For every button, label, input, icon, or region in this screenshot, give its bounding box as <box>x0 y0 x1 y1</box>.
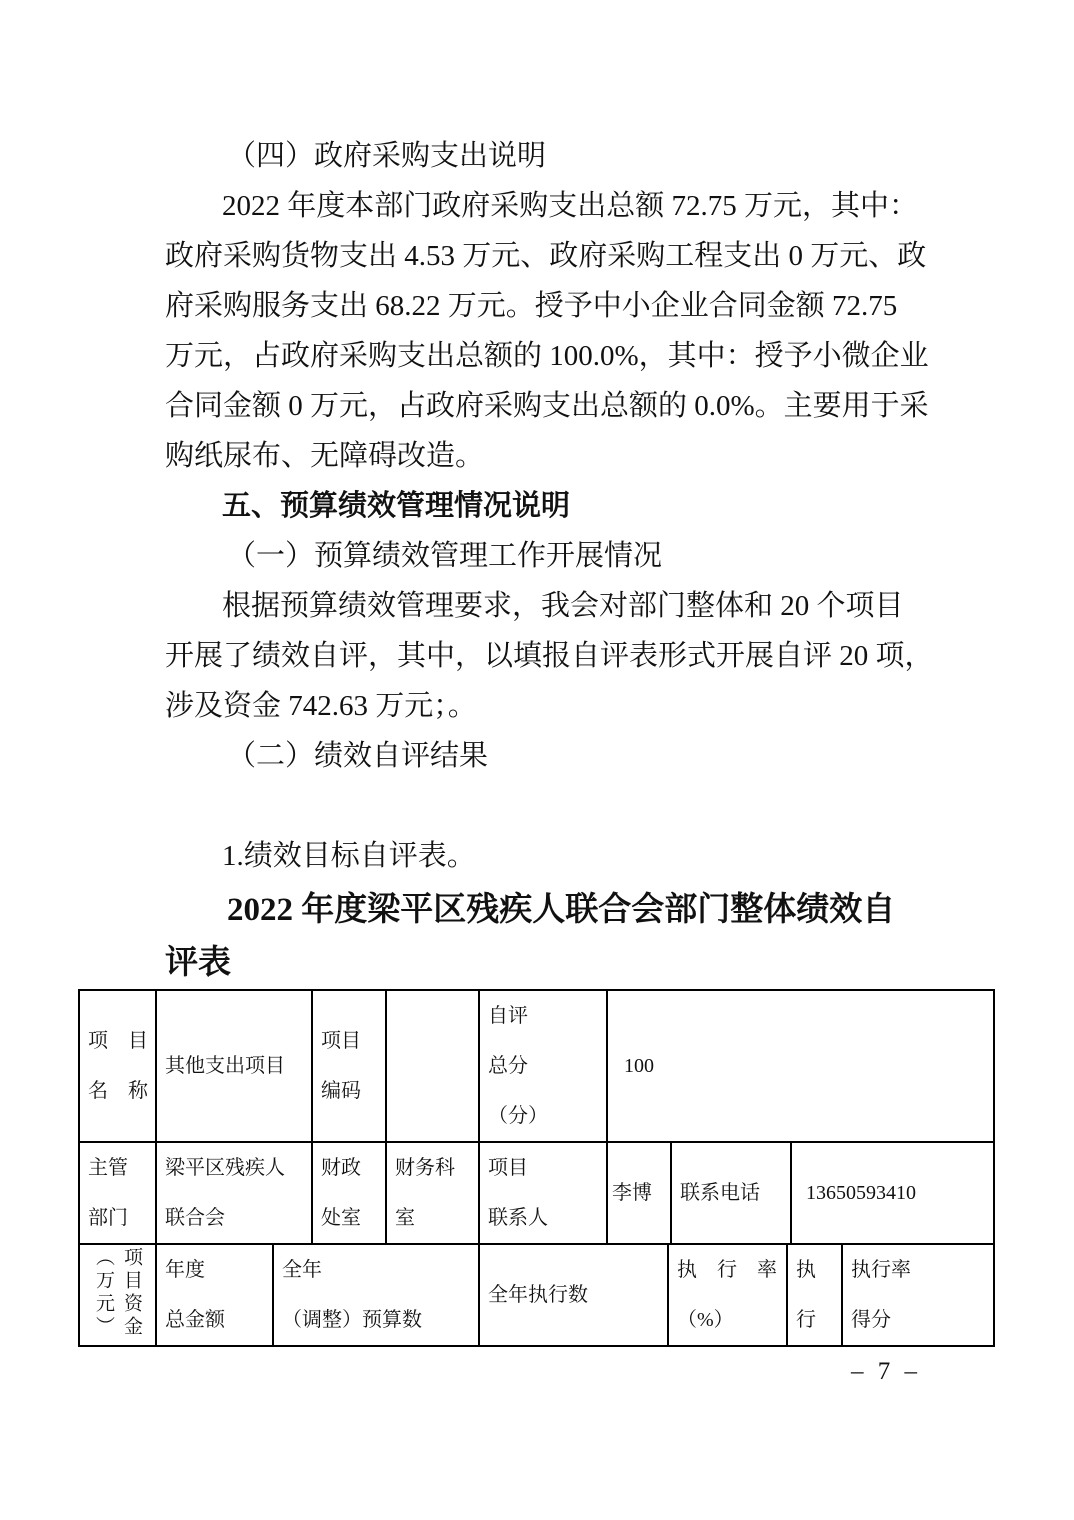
cell-annual-total-label <box>157 1245 274 1345</box>
cell-line: 联系电话 <box>680 1182 760 1204</box>
cell-line: 总金额 <box>165 1309 225 1331</box>
cell-line: 项目 <box>488 1157 528 1179</box>
cell-line: 主管 <box>88 1157 128 1179</box>
cell-line: 100 <box>624 1055 654 1077</box>
para-procurement-line-4: 万元，占政府采购支出总额的 100.0%，其中：授予小微企业 <box>165 340 929 372</box>
cell-finance-office <box>313 1143 387 1243</box>
cell-line: 项 目 <box>88 1030 148 1052</box>
cell-finance-section <box>387 1143 480 1243</box>
cell-line: 梁平区残疾人 <box>165 1157 285 1179</box>
list-item-self-eval-table: 1.绩效目标自评表。 <box>222 840 476 872</box>
cell-phone-value <box>792 1143 993 1243</box>
heading-section-5: 五、预算绩效管理情况说明 <box>222 490 571 522</box>
cell-line: （分） <box>488 1105 548 1127</box>
table-title <box>165 884 925 990</box>
cell-line: 部门 <box>88 1207 128 1229</box>
blank-line <box>165 781 915 831</box>
cell-annual-execution-label <box>480 1245 669 1345</box>
cell-execution-rate-label <box>669 1245 788 1345</box>
cell-line: （%） <box>677 1309 734 1331</box>
cell-self-score-value <box>608 991 993 1141</box>
cell-self-score-label <box>480 991 608 1141</box>
cell-line: 李博 <box>612 1182 652 1204</box>
cell-line: 其他支出项目 <box>165 1055 285 1077</box>
cell-line: 年度 <box>165 1259 205 1281</box>
cell-line: 项目资金 <box>121 1247 142 1339</box>
cell-line: 13650593410 <box>806 1182 916 1204</box>
para-performance-line-1: 根据预算绩效管理要求，我会对部门整体和 20 个项目 <box>222 590 904 622</box>
para-procurement-line-2: 政府采购货物支出 4.53 万元、政府采购工程支出 0 万元、政 <box>165 240 927 272</box>
cell-adjusted-budget-label <box>274 1245 480 1345</box>
heading-section-5-2: （二）绩效自评结果 <box>227 740 489 772</box>
table-title-line-1: 2022 年度梁平区残疾人联合会部门整体绩效自 <box>227 892 896 928</box>
cell-line: 编码 <box>321 1080 361 1102</box>
cell-line: 总分 <box>488 1055 528 1077</box>
cell-line: 处室 <box>321 1207 361 1229</box>
cell-department-label <box>80 1143 157 1243</box>
cell-department-value <box>157 1143 313 1243</box>
cell-contact-name <box>608 1143 672 1243</box>
heading-section-4: （四）政府采购支出说明 <box>227 140 547 172</box>
cell-line: 联合会 <box>165 1207 225 1229</box>
table-title-line-2: 评表 <box>165 945 231 981</box>
heading-section-5-1: （一）预算绩效管理工作开展情况 <box>227 540 663 572</box>
cell-execution-rate-score-label <box>843 1245 993 1345</box>
cell-project-name-value <box>157 991 313 1141</box>
cell-line: （万元） <box>93 1247 114 1339</box>
table-row-3 <box>80 1245 993 1345</box>
para-procurement-line-5: 合同金额 0 万元，占政府采购支出总额的 0.0%。主要用于采 <box>165 390 929 422</box>
cell-project-code-value <box>387 991 480 1141</box>
para-performance-line-3: 涉及资金 742.63 万元；。 <box>165 690 477 722</box>
page-number: – 7 – <box>851 1358 921 1385</box>
cell-line: 财政 <box>321 1157 361 1179</box>
cell-execution-label <box>788 1245 843 1345</box>
cell-phone-label <box>672 1143 792 1243</box>
table-row-2 <box>80 1143 993 1245</box>
cell-line: （调整）预算数 <box>282 1309 422 1331</box>
cell-line: 全年 <box>282 1259 322 1281</box>
cell-line: 执行率 <box>851 1259 911 1281</box>
performance-table <box>78 989 995 1347</box>
cell-line: 执 <box>796 1259 816 1281</box>
cell-line: 联系人 <box>488 1207 548 1229</box>
cell-line: 得分 <box>851 1309 891 1331</box>
cell-line: 财务科 <box>395 1157 455 1179</box>
cell-project-name-label <box>80 991 157 1141</box>
table-row-1 <box>80 991 993 1143</box>
cell-line: 自评 <box>488 1005 528 1027</box>
cell-line: 行 <box>796 1309 816 1331</box>
para-performance-line-2: 开展了绩效自评，其中，以填报自评表形式开展自评 20 项， <box>165 640 934 672</box>
para-procurement-line-3: 府采购服务支出 68.22 万元。授予中小企业合同金额 72.75 <box>165 290 898 322</box>
cell-line: 执 行 率 <box>677 1259 777 1281</box>
vertical-text <box>92 1247 143 1343</box>
cell-project-fund-label <box>80 1245 157 1345</box>
cell-line: 名 称 <box>88 1080 148 1102</box>
cell-project-code-label <box>313 991 387 1141</box>
cell-line: 室 <box>395 1207 415 1229</box>
para-procurement-line-1: 2022 年度本部门政府采购支出总额 72.75 万元，其中： <box>222 190 919 222</box>
body-text <box>165 131 934 881</box>
cell-contact-label <box>480 1143 608 1243</box>
cell-line: 全年执行数 <box>488 1284 588 1306</box>
para-procurement-line-6: 购纸尿布、无障碍改造。 <box>165 440 485 472</box>
cell-line: 项目 <box>321 1030 361 1052</box>
